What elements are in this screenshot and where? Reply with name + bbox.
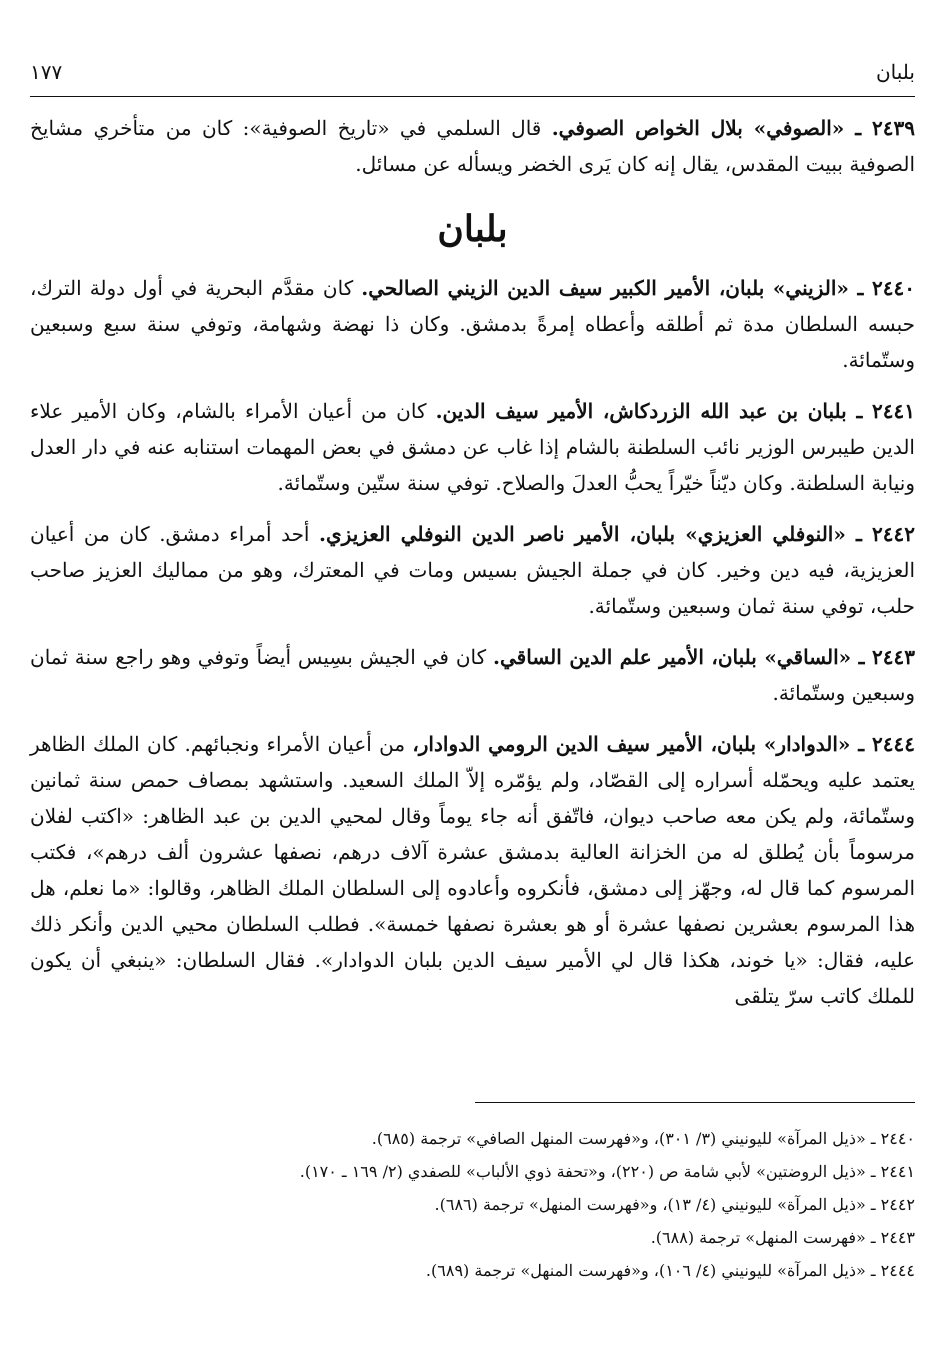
entry-heading: ٢٤٤٣ ـ «الساقي» بلبان، الأمير علم الدين الساقي. bbox=[493, 645, 915, 669]
entry-2443 bbox=[30, 639, 915, 711]
footnotes bbox=[30, 1122, 915, 1287]
section-title: بلبان bbox=[437, 208, 508, 250]
entry-2442 bbox=[30, 516, 915, 624]
footnote-2441: ٢٤٤١ ـ «ذيل الروضتين» لأبي شامة ص (٢٢٠)، و«تحفة ذوي الألباب» للصفدي (٢/ ١٦٩ ـ ١٧٠). bbox=[299, 1162, 915, 1181]
footnote-2444: ٢٤٤٤ ـ «ذيل المرآة» لليونيني (٤/ ١٠٦)، و«فهرست المنهل» ترجمة (٦٨٩). bbox=[425, 1261, 915, 1280]
entry-heading: ٢٤٣٩ ـ «الصوفي» بلال الخواص الصوفي. bbox=[551, 116, 915, 140]
entry-body: كان في الجيش بسِيس أيضاً وتوفي وهو راجع سنة ثمان وسبعين وستّمائة. bbox=[30, 645, 915, 705]
entry-body: من أعيان الأمراء ونجبائهم. كان الملك الظاهر يعتمد عليه ويحمّله أسراره إلى القصّاد، ولم يؤمّره إلاّ الملك السعيد. واستشهد بمصاف حمص سنة ثمانين وستّمائة، ولم يكن معه صاحب ديوان، فاتّفق أنه جاء يوماً وقال لمحيي الدين بن عبد الظاهر: «اكتب لفلان مرسوماً بأن يُطلق له من الخزانة العالية بدمشق عشرة آلاف درهم، نصفها عشرون ألف درهم»، فكتب المرسوم كما قال له، وجهّز إلى دمشق، فأنكروه وأعادوه إلى السلطان الملك الظاهر، وقالوا: «ما نعلم، هل هذا المرسوم بعشرين نصفها عشرة أو هو بعشرة نصفها خمسة». فطلب السلطان محيي الدين وأنكر ذلك عليه، فقال: «يا خوند، هكذا قال لي الأمير سيف الدين بلبان الدوادار». فقال السلطان: «ينبغي أن يكون للملك كاتب سرّ يتلقى bbox=[30, 732, 915, 1008]
footnote-2442: ٢٤٤٢ ـ «ذيل المرآة» لليونيني (٤/ ١٣)، و«فهرست المنهل» ترجمة (٦٨٦). bbox=[434, 1195, 915, 1214]
entry-2441 bbox=[30, 393, 915, 501]
entry-heading: ٢٤٤٢ ـ «النوفلي العزيزي» بلبان، الأمير ناصر الدين النوفلي العزيزي. bbox=[319, 522, 915, 546]
entry-heading: ٢٤٤٤ ـ «الدوادار» بلبان، الأمير سيف الدين الرومي الدوادار، bbox=[412, 732, 916, 756]
footnote-2443: ٢٤٤٣ ـ «فهرست المنهل» ترجمة (٦٨٨). bbox=[650, 1228, 915, 1247]
entry-body: أحد أمراء دمشق. كان من أعيان العزيزية، فيه دين وخير. كان في جملة الجيش بسيس ومات في المعترك، وهو من مماليك العزيز صاحب حلب، توفي سنة ثمان وسبعين وستّمائة. bbox=[30, 522, 915, 618]
main-text bbox=[30, 110, 915, 1029]
entry-heading: ٢٤٤١ ـ بلبان بن عبد الله الزردكاش، الأمير سيف الدين. bbox=[435, 399, 915, 423]
page-number: ١٧٧ bbox=[30, 60, 63, 84]
entry-body: قال السلمي في «تاريخ الصوفية»: كان من متأخري مشايخ الصوفية ببيت المقدس، يقال إنه كان يَرى الخضر ويسأله عن مسائل. bbox=[30, 116, 915, 176]
running-header bbox=[30, 52, 915, 97]
footnote-divider bbox=[475, 1102, 915, 1103]
entry-body: كان من أعيان الأمراء بالشام، وكان الأمير علاء الدين طيبرس الوزير نائب السلطنة بالشام إذا غاب عن دمشق في بعض المهمات استنابه عنه في دار العدل ونيابة السلطنة. وكان ديّناً خيّراً يحبُّ العدلَ والصلاح. توفي سنة ستّين وستّمائة. bbox=[30, 399, 915, 495]
entry-heading: ٢٤٤٠ ـ «الزيني» بلبان، الأمير الكبير سيف الدين الزيني الصالحي. bbox=[361, 276, 916, 300]
footnote-2440: ٢٤٤٠ ـ «ذيل المرآة» لليونيني (٣/ ٣٠١)، و«فهرست المنهل الصافي» ترجمة (٦٨٥). bbox=[371, 1129, 915, 1148]
entry-2444 bbox=[30, 726, 915, 1014]
running-title: بلبان bbox=[875, 60, 915, 84]
entry-2440 bbox=[30, 270, 915, 378]
entry-2439 bbox=[30, 110, 915, 182]
entry-body: كان مقدَّم البحرية في أول دولة الترك، حبسه السلطان مدة ثم أطلقه وأعطاه إمرةً بدمشق. وكان ذا نهضة وشهامة، وتوفي سنة سبع وسبعين وستّمائة. bbox=[30, 276, 915, 372]
